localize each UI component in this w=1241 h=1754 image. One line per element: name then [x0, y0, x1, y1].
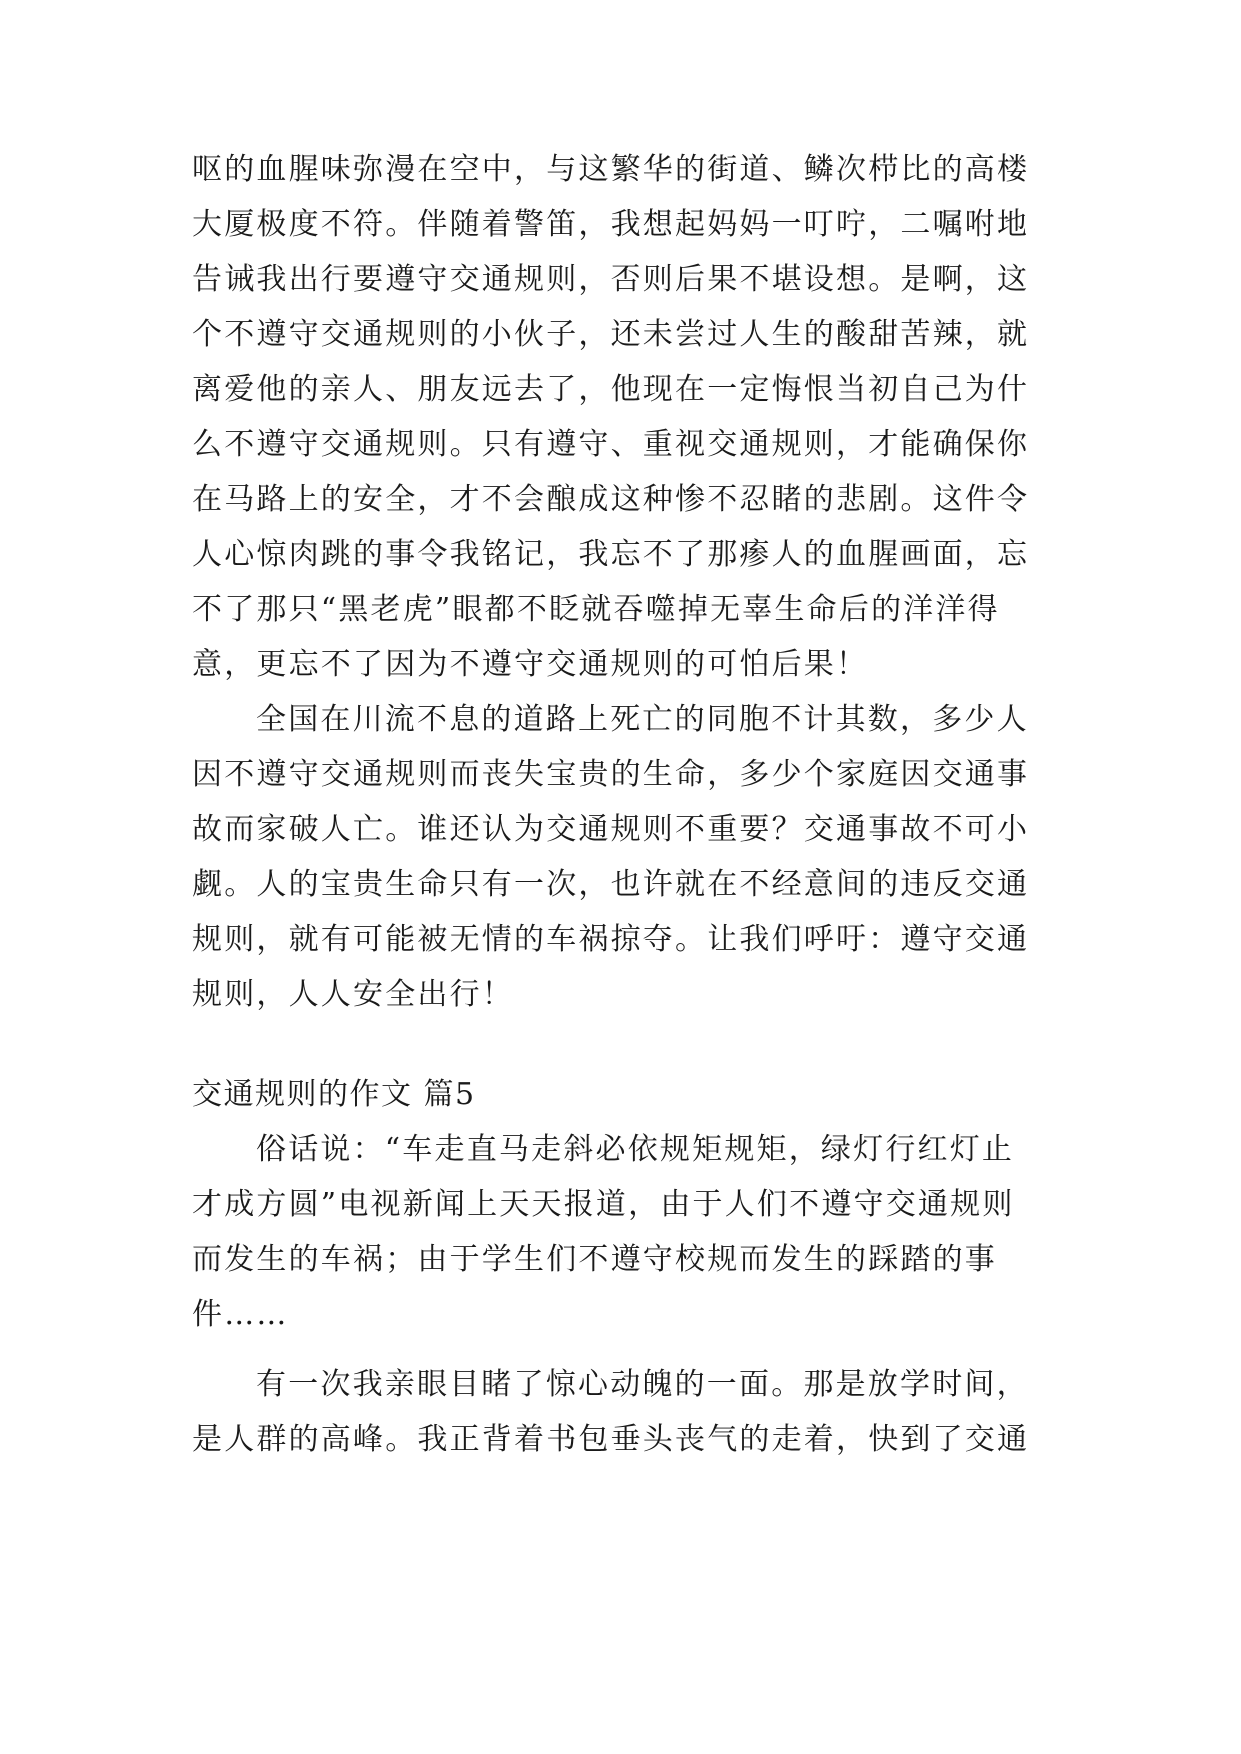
- text-line: 呕的血腥味弥漫在空中，与这繁华的街道、鳞次栉比的高楼: [192, 152, 1030, 187]
- text-line: 个不遵守交通规则的小伙子，还未尝过人生的酸甜苦辣，就: [192, 317, 1030, 352]
- text-line: 在马路上的安全，才不会酿成这种惨不忍睹的悲剧。这件令: [192, 482, 1030, 517]
- text-line: 不了那只“黑老虎”眼都不眨就吞噬掉无辜生命后的洋洋得: [192, 592, 1000, 627]
- text-line: 么不遵守交通规则。只有遵守、重视交通规则，才能确保你: [192, 427, 1030, 462]
- text-line: 告诫我出行要遵守交通规则，否则后果不堪设想。是啊，这: [192, 262, 1030, 297]
- text-line: 意，更忘不了因为不遵守交通规则的可怕后果！: [192, 647, 869, 682]
- text-line: 大厦极度不符。伴随着警笛，我想起妈妈一叮咛，二嘱咐地: [192, 207, 1030, 242]
- paragraph-first-line: 有一次我亲眼目睹了惊心动魄的一面。那是放学时间，: [256, 1367, 1029, 1402]
- text-line: 才成方圆”电视新闻上天天报道，由于人们不遵守交通规则: [192, 1187, 1015, 1222]
- text-line: 人心惊肉跳的事令我铭记，我忘不了那瘆人的血腥画面，忘: [192, 537, 1030, 572]
- text-line: 件……: [192, 1297, 289, 1332]
- text-line: 规则，人人安全出行！: [192, 977, 514, 1012]
- text-line: 因不遵守交通规则而丧失宝贵的生命，多少个家庭因交通事: [192, 757, 1030, 792]
- text-line: 规则，就有可能被无情的车祸掠夺。让我们呼吁：遵守交通: [192, 922, 1030, 957]
- paragraph-first-line: 全国在川流不息的道路上死亡的同胞不计其数，多少人: [256, 702, 1029, 737]
- text-line: 离爱他的亲人、朋友远去了，他现在一定悔恨当初自己为什: [192, 372, 1030, 407]
- section-heading: 交通规则的作文 篇5: [192, 1077, 476, 1112]
- text-line: 而发生的车祸；由于学生们不遵守校规而发生的踩踏的事: [192, 1242, 997, 1277]
- paragraph-first-line: 俗话说：“车走直马走斜必依规矩规矩，绿灯行红灯止: [256, 1132, 1015, 1167]
- text-line: 故而家破人亡。谁还认为交通规则不重要？交通事故不可小: [192, 812, 1030, 847]
- text-line: 觑。人的宝贵生命只有一次，也许就在不经意间的违反交通: [192, 867, 1030, 902]
- text-line: 是人群的高峰。我正背着书包垂头丧气的走着，快到了交通: [192, 1422, 1030, 1457]
